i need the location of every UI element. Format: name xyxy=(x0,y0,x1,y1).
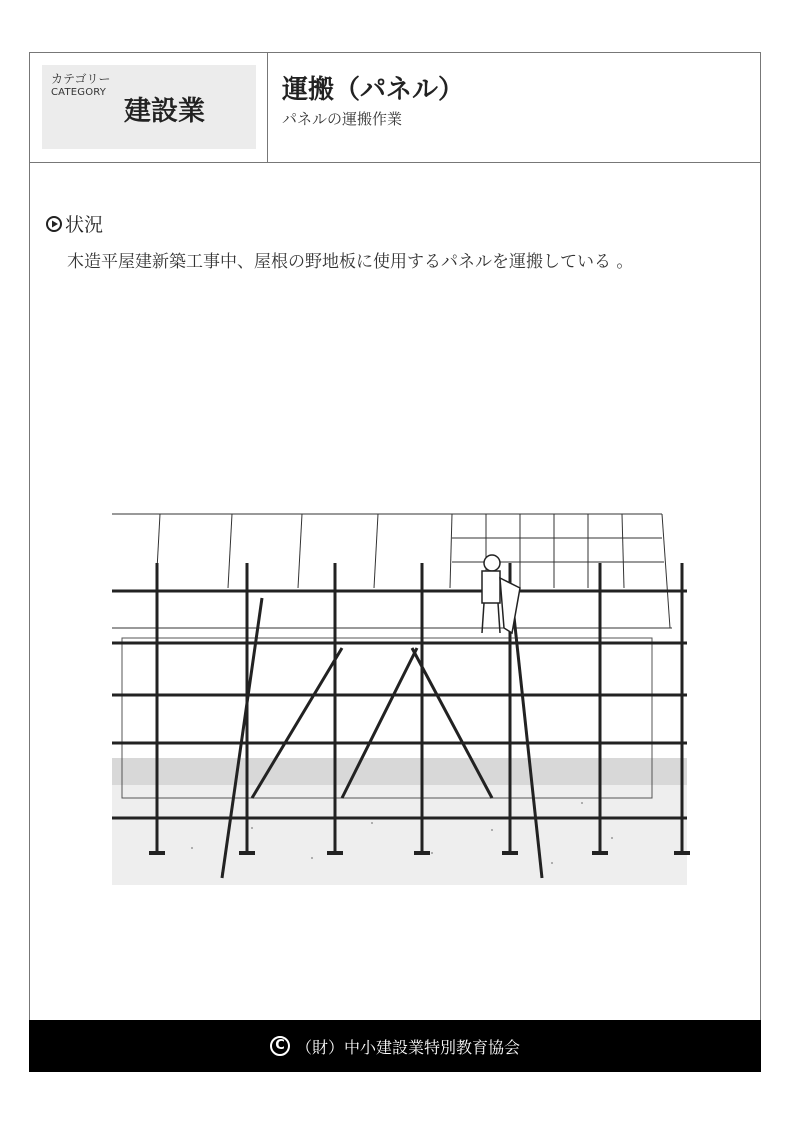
category-label-jp: カテゴリー xyxy=(51,72,111,86)
category-cell xyxy=(30,53,268,162)
category-label-en: CATEGORY xyxy=(51,87,107,98)
card-frame xyxy=(29,52,761,1072)
situation-text: 木造平屋建新築工事中、屋根の野地板に使用するパネルを運搬している 。 xyxy=(67,252,634,272)
page-title: 運搬（パネル） xyxy=(282,75,465,105)
footer xyxy=(29,1020,761,1072)
header xyxy=(30,53,760,163)
play-circle-icon xyxy=(46,216,62,232)
situation-heading-label: 状況 xyxy=(65,214,104,236)
copyright-icon: C xyxy=(270,1036,290,1056)
category-box xyxy=(42,65,256,149)
category-value: 建設業 xyxy=(124,96,205,127)
scaffold-illustration xyxy=(112,458,692,888)
situation-heading xyxy=(46,210,103,237)
footer-text: （財）中小建設業特別教育協会 xyxy=(295,1037,520,1057)
page-subtitle: パネルの運搬作業 xyxy=(282,110,403,128)
